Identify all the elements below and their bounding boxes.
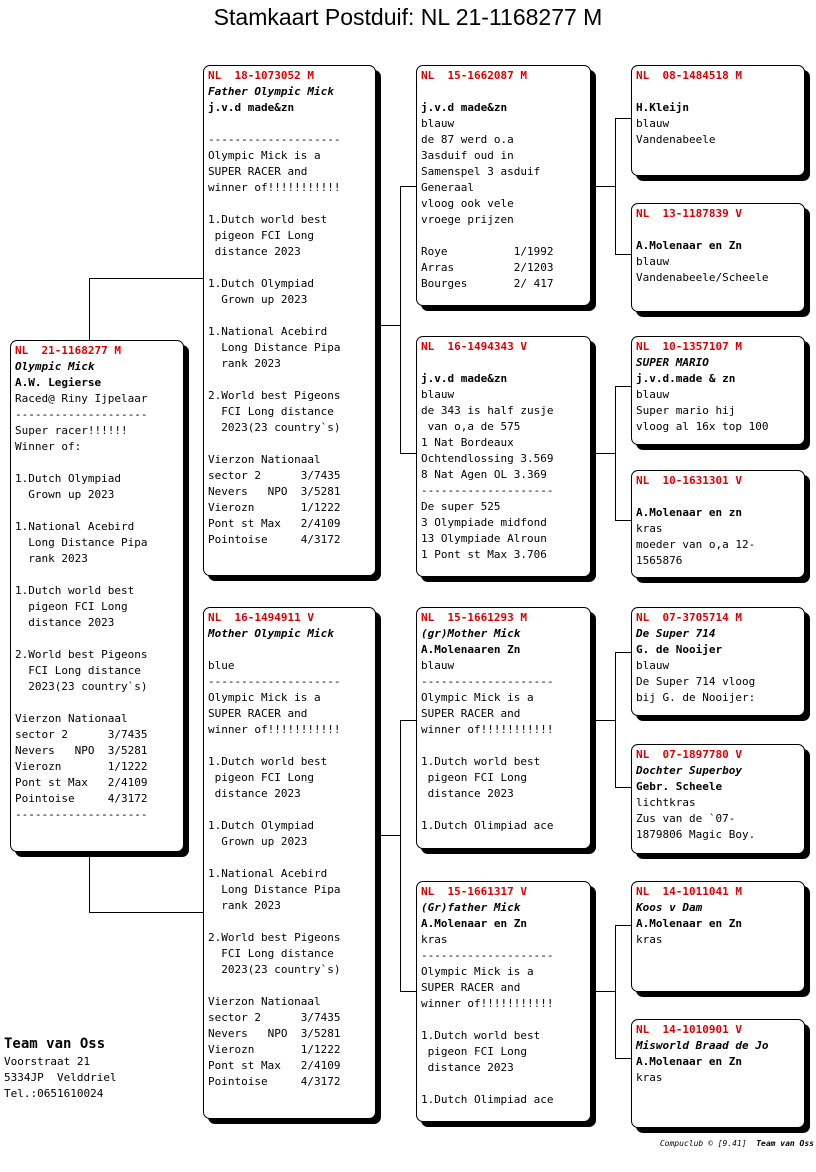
card-line: 1 Pont st Max 3.706: [421, 548, 547, 561]
ring-number: NL 15-1661293 M: [421, 611, 527, 624]
ring-number: NL 07-3705714 M: [636, 611, 742, 624]
card-line: Samenspel 3 asduif: [421, 165, 541, 178]
card-line: 2.World best Pigeons: [15, 648, 148, 661]
ring-number: NL 08-1484518 M: [636, 69, 742, 82]
card-line: [208, 196, 371, 212]
pigeon-card-father-mother[interactable]: [416, 336, 591, 577]
card-line: Roye 1/1992: [421, 245, 554, 258]
ring-number: NL 13-1187839 V: [636, 207, 742, 220]
card-line: [421, 1076, 586, 1092]
pigeon-name: [636, 84, 800, 100]
pigeon-card-subject[interactable]: [10, 340, 184, 852]
ring-number: NL 18-1073052 M: [208, 69, 314, 82]
pigeon-card-fmf[interactable]: [631, 336, 805, 445]
card-line: [15, 455, 179, 471]
card-line: [208, 372, 371, 388]
pigeon-name: SUPER MARIO: [636, 356, 709, 369]
card-line: distance 2023: [15, 616, 115, 629]
card-line: bij G. de Nooijer:: [636, 691, 756, 704]
connector-line: [615, 254, 632, 255]
card-line: kras: [636, 1071, 663, 1084]
ring-number: NL 16-1494911 V: [208, 611, 314, 624]
card-line: Nevers NPO 3/5281: [15, 744, 148, 757]
pigeon-card-mmf[interactable]: [631, 881, 805, 992]
card-line: Olympic Mick is a: [208, 149, 321, 162]
pigeon-card-mother-mother[interactable]: [416, 881, 591, 1122]
card-line: --------------------: [421, 675, 554, 688]
card-line: --------------------: [421, 484, 554, 497]
card-line: pigeon FCI Long: [208, 229, 314, 242]
credit-prefix: Compuclub © [9.41]: [659, 1139, 747, 1148]
card-line: winner of!!!!!!!!!!!: [208, 723, 341, 736]
card-line: Arras 2/1203: [421, 261, 554, 274]
card-line: [208, 260, 371, 276]
card-line: moeder van o,a 12-: [636, 538, 756, 551]
pigeon-name: [421, 84, 586, 100]
card-line: 2.World best Pigeons: [208, 931, 341, 944]
connector-line: [89, 912, 204, 913]
pigeon-name: Mother Olympic Mick: [208, 627, 334, 640]
breeder-name: A.Molenaar en Zn: [421, 917, 527, 930]
connector-line: [591, 453, 615, 454]
card-line: Pointoise 4/3172: [208, 1075, 341, 1088]
card-line: [208, 978, 371, 994]
card-line: 3 Olympiade midfond: [421, 516, 547, 529]
breeder-name: Gebr. Scheele: [636, 780, 723, 793]
pigeon-card-mfm[interactable]: [631, 744, 805, 854]
breeder-name: j.v.d made&zn: [208, 101, 295, 114]
card-line: Vierozn 1/1222: [15, 760, 148, 773]
ring-number: NL 21-1168277 M: [15, 344, 121, 357]
connector-line: [591, 720, 615, 721]
card-line: SUPER RACER and: [208, 165, 308, 178]
ring-number: NL 07-1897780 V: [636, 748, 742, 761]
pigeon-card-mother-father[interactable]: [416, 607, 591, 849]
breeder-name: H.Kleijn: [636, 101, 689, 114]
pigeon-name: Olympic Mick: [15, 360, 95, 373]
card-line: --------------------: [15, 808, 148, 821]
card-line: Vierzon Nationaal: [208, 453, 321, 466]
card-line: Super mario hij: [636, 404, 736, 417]
connector-line: [89, 278, 204, 279]
connector-line: [89, 852, 90, 912]
breeder-name: j.v.d made&zn: [421, 372, 508, 385]
breeder-name: A.Molenaar en Zn: [636, 917, 742, 930]
card-line: pigeon FCI Long: [208, 771, 314, 784]
card-line: [208, 850, 371, 866]
pigeon-card-mff[interactable]: [631, 607, 805, 716]
connector-line: [376, 325, 400, 326]
card-line: blauw: [421, 117, 455, 130]
card-line: 1.Dutch world best: [15, 584, 135, 597]
card-line: Pont st Max 2/4109: [15, 776, 148, 789]
card-line: Pont st Max 2/4109: [208, 1059, 341, 1072]
card-line: Winner of:: [15, 440, 82, 453]
connector-line: [615, 386, 616, 520]
connector-line: [615, 652, 616, 787]
connector-line: [615, 118, 632, 119]
card-line: pigeon FCI Long: [15, 600, 128, 613]
card-line: 1.Dutch world best: [208, 755, 328, 768]
card-line: Generaal: [421, 181, 474, 194]
connector-line: [376, 835, 400, 836]
pigeon-name: Father Olympic Mick: [208, 85, 334, 98]
card-line: winner of!!!!!!!!!!!: [421, 723, 554, 736]
card-line: [208, 116, 371, 132]
card-line: 2023(23 country`s): [15, 680, 148, 693]
card-line: 1.Dutch world best: [208, 213, 328, 226]
ring-number: NL 15-1662087 M: [421, 69, 527, 82]
page-title: Stamkaart Postduif: NL 21-1168277 M: [213, 4, 603, 30]
card-line: Bourges 2/ 417: [421, 277, 554, 290]
card-line: Vierzon Nationaal: [208, 995, 321, 1008]
card-line: sector 2 3/7435: [15, 728, 148, 741]
connector-line: [400, 186, 401, 453]
card-line: [15, 567, 179, 583]
card-line: 8 Nat Agen OL 3.369: [421, 468, 547, 481]
card-line: sector 2 3/7435: [208, 1011, 341, 1024]
connector-line: [615, 925, 616, 1058]
card-line: Vierzon Nationaal: [15, 712, 128, 725]
card-line: Long Distance Pipa: [15, 536, 148, 549]
pigeon-card-fmm[interactable]: [631, 470, 805, 578]
card-line: [421, 738, 586, 754]
card-line: vloog ook vele: [421, 197, 514, 210]
connector-line: [400, 720, 401, 991]
card-line: [208, 308, 371, 324]
breeder-name: [208, 642, 371, 658]
card-line: 1.Dutch world best: [421, 1029, 541, 1042]
connector-line: [615, 520, 632, 521]
card-line: distance 2023: [421, 1061, 514, 1074]
pigeon-name: [636, 222, 800, 238]
card-line: kras: [636, 933, 663, 946]
owner-footer: [4, 1034, 117, 1102]
card-line: Pointoise 4/3172: [208, 533, 341, 546]
card-line: --------------------: [15, 408, 148, 421]
card-line: Grown up 2023: [15, 488, 115, 501]
card-line: distance 2023: [421, 787, 514, 800]
card-line: --------------------: [208, 133, 341, 146]
card-line: Vierozn 1/1222: [208, 1043, 341, 1056]
pigeon-name: (gr)Mother Mick: [421, 627, 521, 640]
card-line: Pointoise 4/3172: [15, 792, 148, 805]
card-line: blue: [208, 659, 235, 672]
card-line: SUPER RACER and: [421, 981, 521, 994]
pigeon-card-mother[interactable]: [203, 607, 376, 1119]
team-name: Team van Oss: [4, 1036, 106, 1052]
card-line: 1 Nat Bordeaux: [421, 436, 514, 449]
pigeon-card-mmm[interactable]: [631, 1019, 805, 1128]
card-line: 13 Olympiade Alroun: [421, 532, 547, 545]
card-line: Olympic Mick is a: [421, 691, 534, 704]
card-line: [208, 914, 371, 930]
card-line: sector 2 3/7435: [208, 469, 341, 482]
card-line: [15, 631, 179, 647]
pigeon-card-father-father[interactable]: [416, 65, 591, 306]
breeder-name: G. de Nooijer: [636, 643, 723, 656]
card-line: kras: [421, 933, 448, 946]
card-line: Ochtendlossing 3.569: [421, 452, 554, 465]
pigeon-name: [421, 355, 586, 371]
connector-line: [400, 720, 417, 721]
breeder-name: A.Molenaar en Zn: [636, 1055, 742, 1068]
connector-line: [89, 278, 90, 340]
connector-line: [615, 652, 632, 653]
card-line: 2023(23 country`s): [208, 421, 341, 434]
card-line: 1.National Acebird: [15, 520, 135, 533]
card-line: blauw: [421, 659, 455, 672]
ring-number: NL 10-1357107 M: [636, 340, 742, 353]
pigeon-card-father[interactable]: [203, 65, 376, 576]
card-line: [421, 228, 586, 244]
breeder-name: A.Molenaar en zn: [636, 506, 742, 519]
card-line: Nevers NPO 3/5281: [208, 485, 341, 498]
card-line: vroege prijzen: [421, 213, 514, 226]
card-line: De super 525: [421, 500, 501, 513]
address-line: Tel.:0651610024: [4, 1087, 104, 1100]
card-line: 2023(23 country`s): [208, 963, 341, 976]
card-line: lichtkras: [636, 796, 696, 809]
pigeon-card-ffm[interactable]: [631, 203, 805, 312]
card-line: 1.Dutch world best: [421, 755, 541, 768]
card-line: [15, 503, 179, 519]
address-line: 5334JP Velddriel: [4, 1071, 117, 1084]
pigeon-name: Dochter Superboy: [636, 764, 742, 777]
card-line: Grown up 2023: [208, 293, 308, 306]
connector-line: [615, 787, 632, 788]
card-line: 1565876: [636, 554, 683, 567]
card-line: rank 2023: [208, 899, 281, 912]
card-line: blauw: [636, 255, 670, 268]
credit-name: Team van Oss: [756, 1139, 814, 1148]
connector-line: [400, 453, 417, 454]
card-line: Vierozn 1/1222: [208, 501, 341, 514]
ring-number: NL 15-1661317 V: [421, 885, 527, 898]
ring-number: NL 16-1494343 V: [421, 340, 527, 353]
card-line: 1.National Acebird: [208, 867, 328, 880]
breeder-name: A.W. Legierse: [15, 376, 102, 389]
card-line: distance 2023: [208, 245, 301, 258]
card-line: winner of!!!!!!!!!!!: [208, 181, 341, 194]
card-line: van o,a de 575: [421, 420, 521, 433]
pigeon-card-fff[interactable]: [631, 65, 805, 176]
pigeon-name: (Gr)father Mick: [421, 901, 521, 914]
card-line: de 87 werd o.a: [421, 133, 514, 146]
card-line: distance 2023: [208, 787, 301, 800]
connector-line: [400, 991, 417, 992]
card-line: 1.Dutch Olimpiad ace: [421, 819, 554, 832]
card-line: [208, 436, 371, 452]
card-line: Long Distance Pipa: [208, 341, 341, 354]
card-line: Pont st Max 2/4109: [208, 517, 341, 530]
card-line: 1.Dutch Olympiad: [208, 819, 314, 832]
breeder-name: A.Molenaar en Zn: [636, 239, 742, 252]
pigeon-name: Misworld Braad de Jo: [636, 1039, 769, 1052]
connector-line: [591, 991, 615, 992]
card-line: SUPER RACER and: [208, 707, 308, 720]
card-line: Nevers NPO 3/5281: [208, 1027, 341, 1040]
connector-line: [591, 186, 615, 187]
software-credit: [660, 1139, 814, 1148]
card-line: blauw: [636, 659, 670, 672]
card-line: blauw: [636, 117, 670, 130]
connector-line: [615, 118, 616, 254]
card-line: SUPER RACER and: [421, 707, 521, 720]
card-line: blauw: [636, 388, 670, 401]
connector-line: [615, 925, 632, 926]
card-line: de 343 is half zusje: [421, 404, 554, 417]
card-line: Grown up 2023: [208, 835, 308, 848]
card-line: [208, 802, 371, 818]
card-line: kras: [636, 522, 663, 535]
card-line: 1.Dutch Olimpiad ace: [421, 1093, 554, 1106]
card-line: rank 2023: [15, 552, 88, 565]
ring-number: NL 14-1010901 V: [636, 1023, 742, 1036]
card-line: winner of!!!!!!!!!!!: [421, 997, 554, 1010]
card-line: De Super 714 vloog: [636, 675, 756, 688]
card-line: FCI Long distance: [208, 405, 334, 418]
card-line: --------------------: [208, 675, 341, 688]
card-line: Vandenabeele: [636, 133, 716, 146]
card-line: 1.National Acebird: [208, 325, 328, 338]
ring-number: NL 14-1011041 M: [636, 885, 742, 898]
breeder-name: A.Molenaaren Zn: [421, 643, 521, 656]
card-line: 1.Dutch Olympiad: [208, 277, 314, 290]
card-line: 1879806 Magic Boy.: [636, 828, 756, 841]
card-line: FCI Long distance: [15, 664, 141, 677]
breeder-name: j.v.d made&zn: [421, 101, 508, 114]
card-line: [208, 738, 371, 754]
pigeon-name: [636, 489, 800, 505]
card-line: rank 2023: [208, 357, 281, 370]
card-line: Olympic Mick is a: [421, 965, 534, 978]
card-line: Olympic Mick is a: [208, 691, 321, 704]
card-line: 1.Dutch Olympiad: [15, 472, 121, 485]
ring-number: NL 10-1631301 V: [636, 474, 742, 487]
card-line: [421, 1012, 586, 1028]
card-line: pigeon FCI Long: [421, 1045, 527, 1058]
card-line: vloog al 16x top 100: [636, 420, 769, 433]
card-line: blauw: [421, 388, 455, 401]
card-line: Long Distance Pipa: [208, 883, 341, 896]
card-line: Raced@ Riny Ijpelaar: [15, 392, 148, 405]
breeder-name: j.v.d.made & zn: [636, 372, 736, 385]
card-line: 3asduif oud in: [421, 149, 514, 162]
card-line: [15, 695, 179, 711]
card-line: --------------------: [421, 949, 554, 962]
card-line: Zus van de `07-: [636, 812, 736, 825]
pigeon-name: De Super 714: [636, 627, 716, 640]
connector-line: [400, 186, 417, 187]
card-line: Vandenabeele/Scheele: [636, 271, 769, 284]
card-line: [421, 802, 586, 818]
card-line: pigeon FCI Long: [421, 771, 527, 784]
pigeon-name: Koos v Dam: [636, 901, 703, 914]
card-line: FCI Long distance: [208, 947, 334, 960]
card-line: 2.World best Pigeons: [208, 389, 341, 402]
address-line: Voorstraat 21: [4, 1055, 91, 1068]
connector-line: [615, 386, 632, 387]
connector-line: [615, 1058, 632, 1059]
card-line: Super racer!!!!!!: [15, 424, 128, 437]
